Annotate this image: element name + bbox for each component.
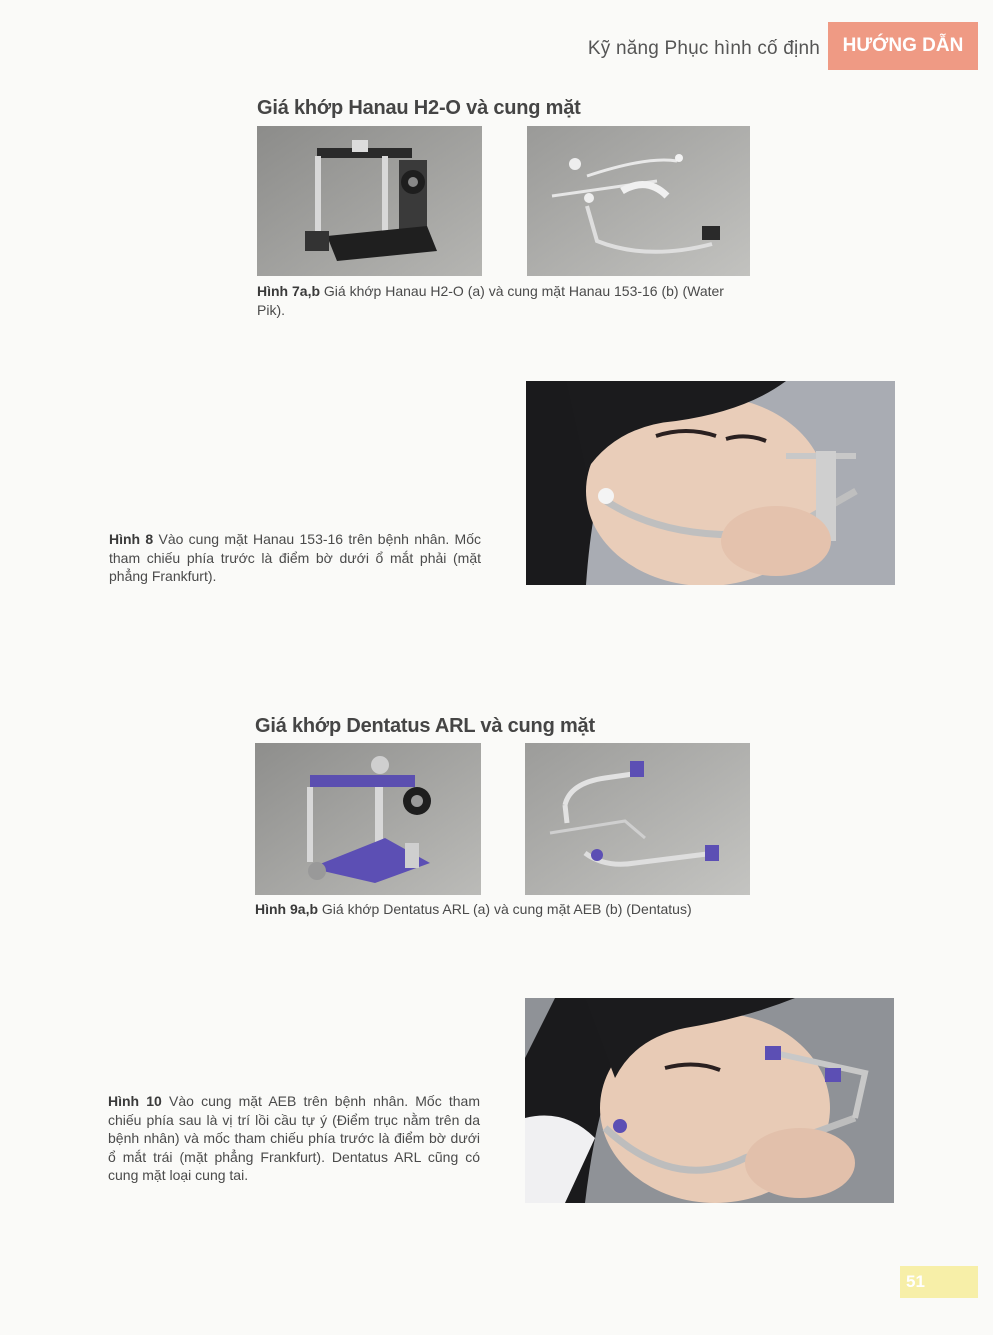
photo-aeb-facebow bbox=[525, 743, 750, 895]
photo-hanau-facebow bbox=[527, 126, 750, 276]
caption-fig8 bbox=[109, 530, 481, 586]
section-badge: HƯỚNG DẪN bbox=[828, 22, 978, 70]
caption-fig10-label: Hình 10 bbox=[108, 1093, 162, 1109]
caption-fig9-text: Giá khớp Dentatus ARL (a) và cung mặt AEB (b) (Dentatus) bbox=[321, 901, 692, 917]
caption-fig7-text: Giá khớp Hanau H2-O (a) và cung mặt Hanau 153-16 (b) (Water Pik). bbox=[257, 283, 724, 318]
page-number: 51 bbox=[900, 1266, 978, 1298]
caption-fig8-text: Vào cung mặt Hanau 153-16 trên bệnh nhân. Mốc tham chiếu phía trước là điểm bờ dưới ổ mắt phải (mặt phẳng Frankfurt). bbox=[109, 531, 482, 584]
book-title: Kỹ năng Phục hình cố định bbox=[587, 38, 820, 59]
caption-fig9 bbox=[255, 900, 750, 919]
caption-fig7 bbox=[257, 282, 751, 319]
photo-aeb-facebow-on-patient bbox=[525, 998, 894, 1203]
photo-hanau-articulator bbox=[257, 126, 482, 276]
caption-fig10-text: Vào cung mặt AEB trên bệnh nhân. Mốc tham chiếu phía sau là vị trí lồi cầu tự ý (Điểm trục nằm trên da bệnh nhân) và mốc tham chiếu phía trước là điểm bờ dưới ổ mắt trái (mặt phẳng Frankfurt). Dentatus ARL cũng có cung mặt loại cung tai. bbox=[108, 1093, 481, 1183]
caption-fig10 bbox=[108, 1092, 480, 1185]
caption-fig7-label: Hình 7a,b bbox=[257, 283, 321, 299]
caption-fig8-label: Hình 8 bbox=[109, 531, 154, 547]
caption-fig9-label: Hình 9a,b bbox=[255, 901, 319, 917]
photo-hanau-facebow-on-patient bbox=[526, 381, 895, 585]
section-title-hanau: Giá khớp Hanau H2-O và cung mặt bbox=[257, 97, 581, 119]
section-title-dentatus: Giá khớp Dentatus ARL và cung mặt bbox=[255, 715, 595, 737]
photo-dentatus-articulator bbox=[255, 743, 481, 895]
